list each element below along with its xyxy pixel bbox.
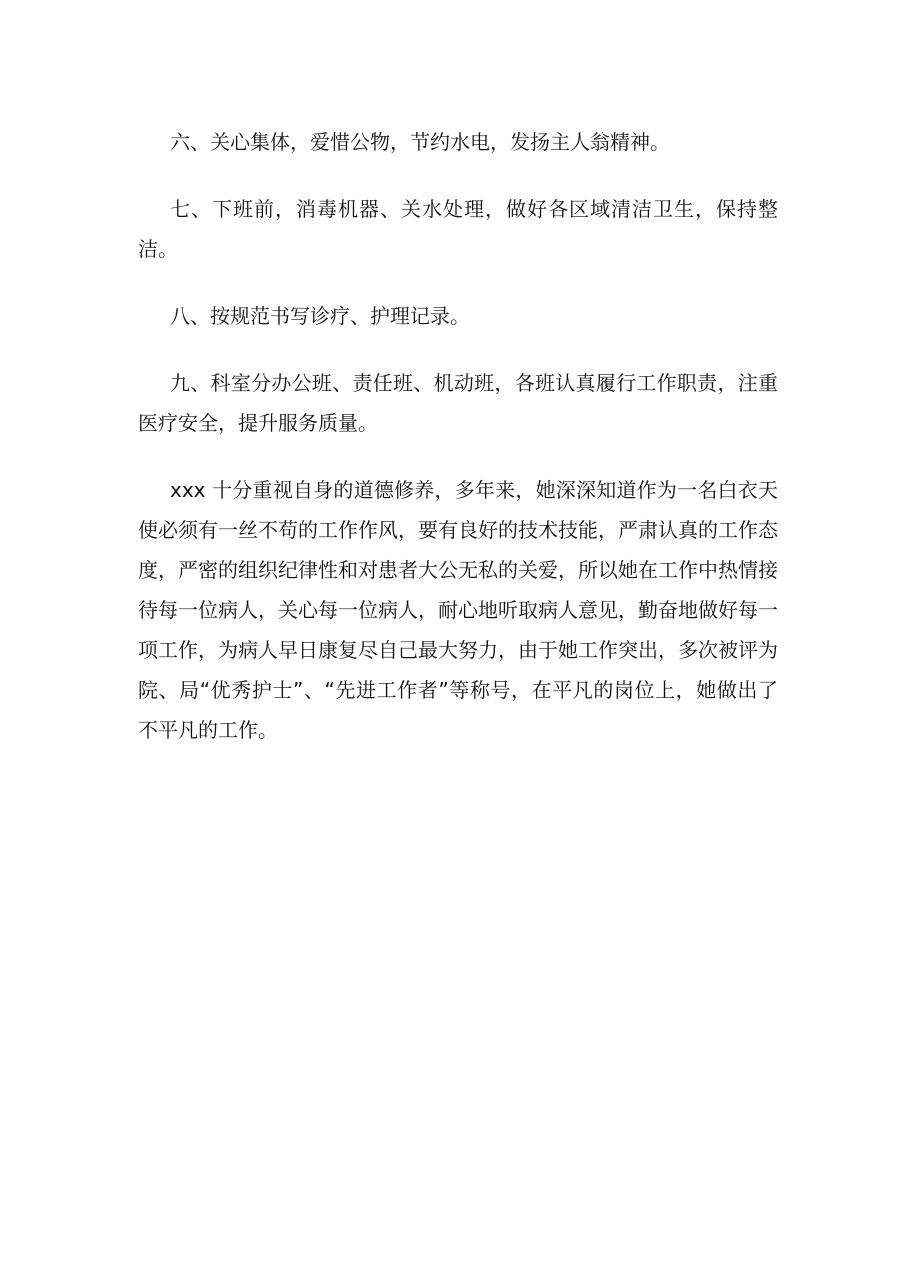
paragraph-summary: xxx 十分重视自身的道德修养，多年来，她深深知道作为一名白衣天使必须有一丝不苟的工作作风，要有良好的技术技能，严肃认真的工作态度，严密的组织纪律性和对患者大公无私的关爱，所以她在工作中热情接待每一位病人，关心每一位病人，耐心地听取病人意见，勤奋地做好每一项工作，为病人早日康复尽自己最大努力，由于她工作突出，多次被评为院、局“优秀护士”、“先进工作者”等称号，在平凡的岗位上，她做出了不平凡的工作。 <box>138 478 778 742</box>
paragraph-rule-7: 七、下班前，消毒机器、关水处理，做好各区域清洁卫生，保持整洁。 <box>138 197 778 261</box>
paragraph-rule-8: 八、按规范书写诊疗、护理记录。 <box>170 304 470 328</box>
paragraph-rule-6: 六、关心集体，爱惜公物，节约水电，发扬主人翁精神。 <box>170 130 670 154</box>
paragraph-rule-9: 九、科室分办公班、责任班、机动班，各班认真履行工作职责，注重医疗安全，提升服务质量。 <box>138 371 778 435</box>
document-body <box>138 122 778 777</box>
